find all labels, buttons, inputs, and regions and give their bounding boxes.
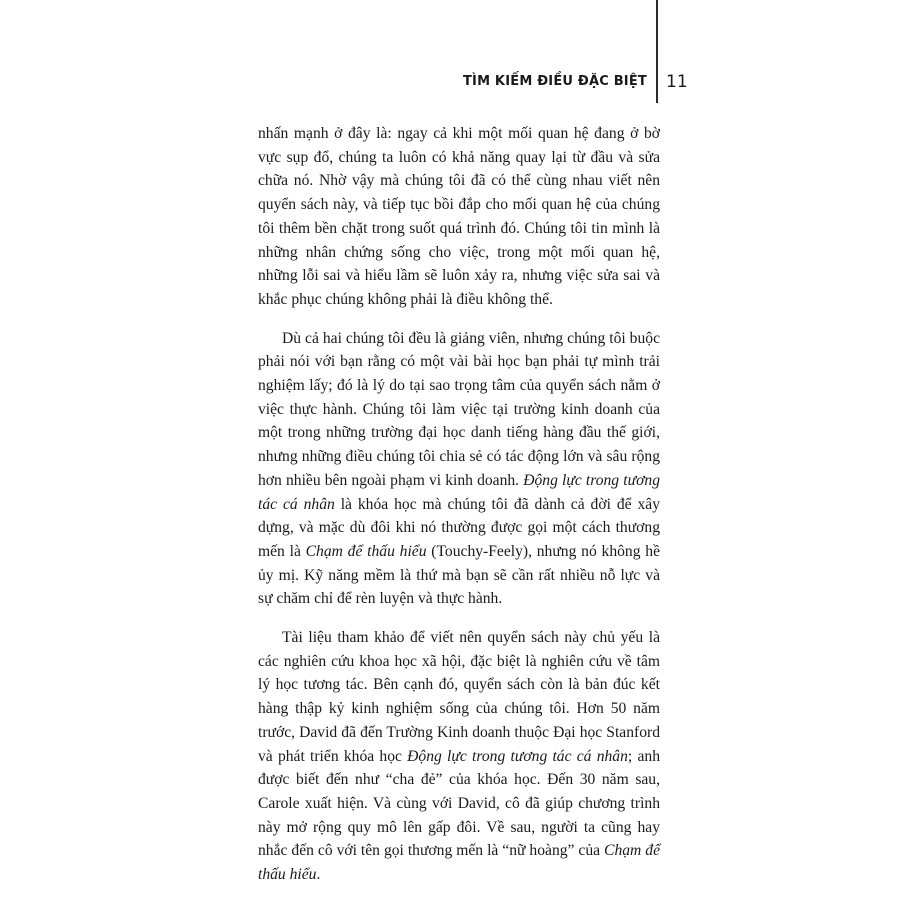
- header-vertical-rule: [656, 0, 658, 103]
- running-head-title: TÌM KIẾM ĐIỀU ĐẶC BIỆT: [462, 74, 647, 89]
- text-run: nhấn mạnh ở đây là: ngay cả khi một mối quan hệ đang ở bờ vực sụp đổ, chúng ta luôn có khả năng quay lại từ đầu và sửa chữa nó. Nhờ vậy mà chúng tôi đã có thể cùng nhau viết nên quyển sách này, và tiếp tục bồi đắp cho mối quan hệ của chúng tôi thêm bền chặt trong suốt quá trình đó. Chúng tôi tin mình là những nhân chứng sống cho việc, trong một mối quan hệ, những lỗi sai và hiểu lầm sẽ luôn xảy ra, nhưng việc sửa sai và khắc phục chúng không phải là điều không thể.: [258, 125, 660, 308]
- italic-course-title: Động lực trong tương tác cá nhân: [258, 471, 660, 513]
- italic-nickname: Chạm để thấu hiểu: [258, 842, 660, 884]
- text-run: .: [316, 866, 321, 884]
- italic-nickname: Chạm để thấu hiểu: [305, 542, 427, 560]
- text-run: Dù cả hai chúng tôi đều là giảng viên, nhưng chúng tôi buộc phải nói với bạn rằng có một vài bài học bạn phải tự mình trải nghiệm lấy; đó là lý do tại sao trọng tâm của quyển sách nằm ở việc thực hành. Chúng tôi làm việc tại trường kinh doanh của một trong những trường đại học danh tiếng hàng đầu thế giới, nhưng những điều chúng tôi chia sẻ có tác động lớn và sâu rộng hơn nhiều bên ngoài phạm vi kinh doanh.: [258, 329, 660, 489]
- text-run: là khóa học mà chúng tôi đã dành cả đời để xây dựng, và mặc dù đôi khi nó thường được gọi một cách thương mến là: [258, 495, 660, 560]
- text-run: Tài liệu tham khảo để viết nên quyển sách này chủ yếu là các nghiên cứu khoa học xã hội, đặc biệt là nghiên cứu về tâm lý học tương tác. Bên cạnh đó, quyển sách còn là bản đúc kết hàng thập kỷ kinh nghiệm sống của chúng tôi. Hơn 50 năm trước, David đã đến Trường Kinh doanh thuộc Đại học Stanford và phát triển khóa học: [258, 629, 660, 765]
- paragraph-3: [258, 626, 660, 887]
- italic-course-title: Động lực trong tương tác cá nhân: [407, 747, 628, 765]
- page-number: 11: [666, 72, 688, 92]
- text-run: (Touchy-Feely), nhưng nó không hề ủy mị. Kỹ năng mềm là thứ mà bạn sẽ cần rất nhiều nỗ lực và sự chăm chỉ để rèn luyện và thực hành.: [258, 542, 660, 608]
- paragraph-2: [258, 327, 660, 611]
- text-run: ; anh được biết đến như “cha đẻ” của khóa học. Đến 30 năm sau, Carole xuất hiện. Và cùng với David, cô đã giúp chương trình này mở rộng quy mô lên gấp đôi. Về sau, người ta cũng hay nhắc đến cô với tên gọi thương mến là “nữ hoàng” của: [258, 747, 660, 860]
- body-text: [258, 122, 660, 902]
- paragraph-1: [258, 122, 660, 312]
